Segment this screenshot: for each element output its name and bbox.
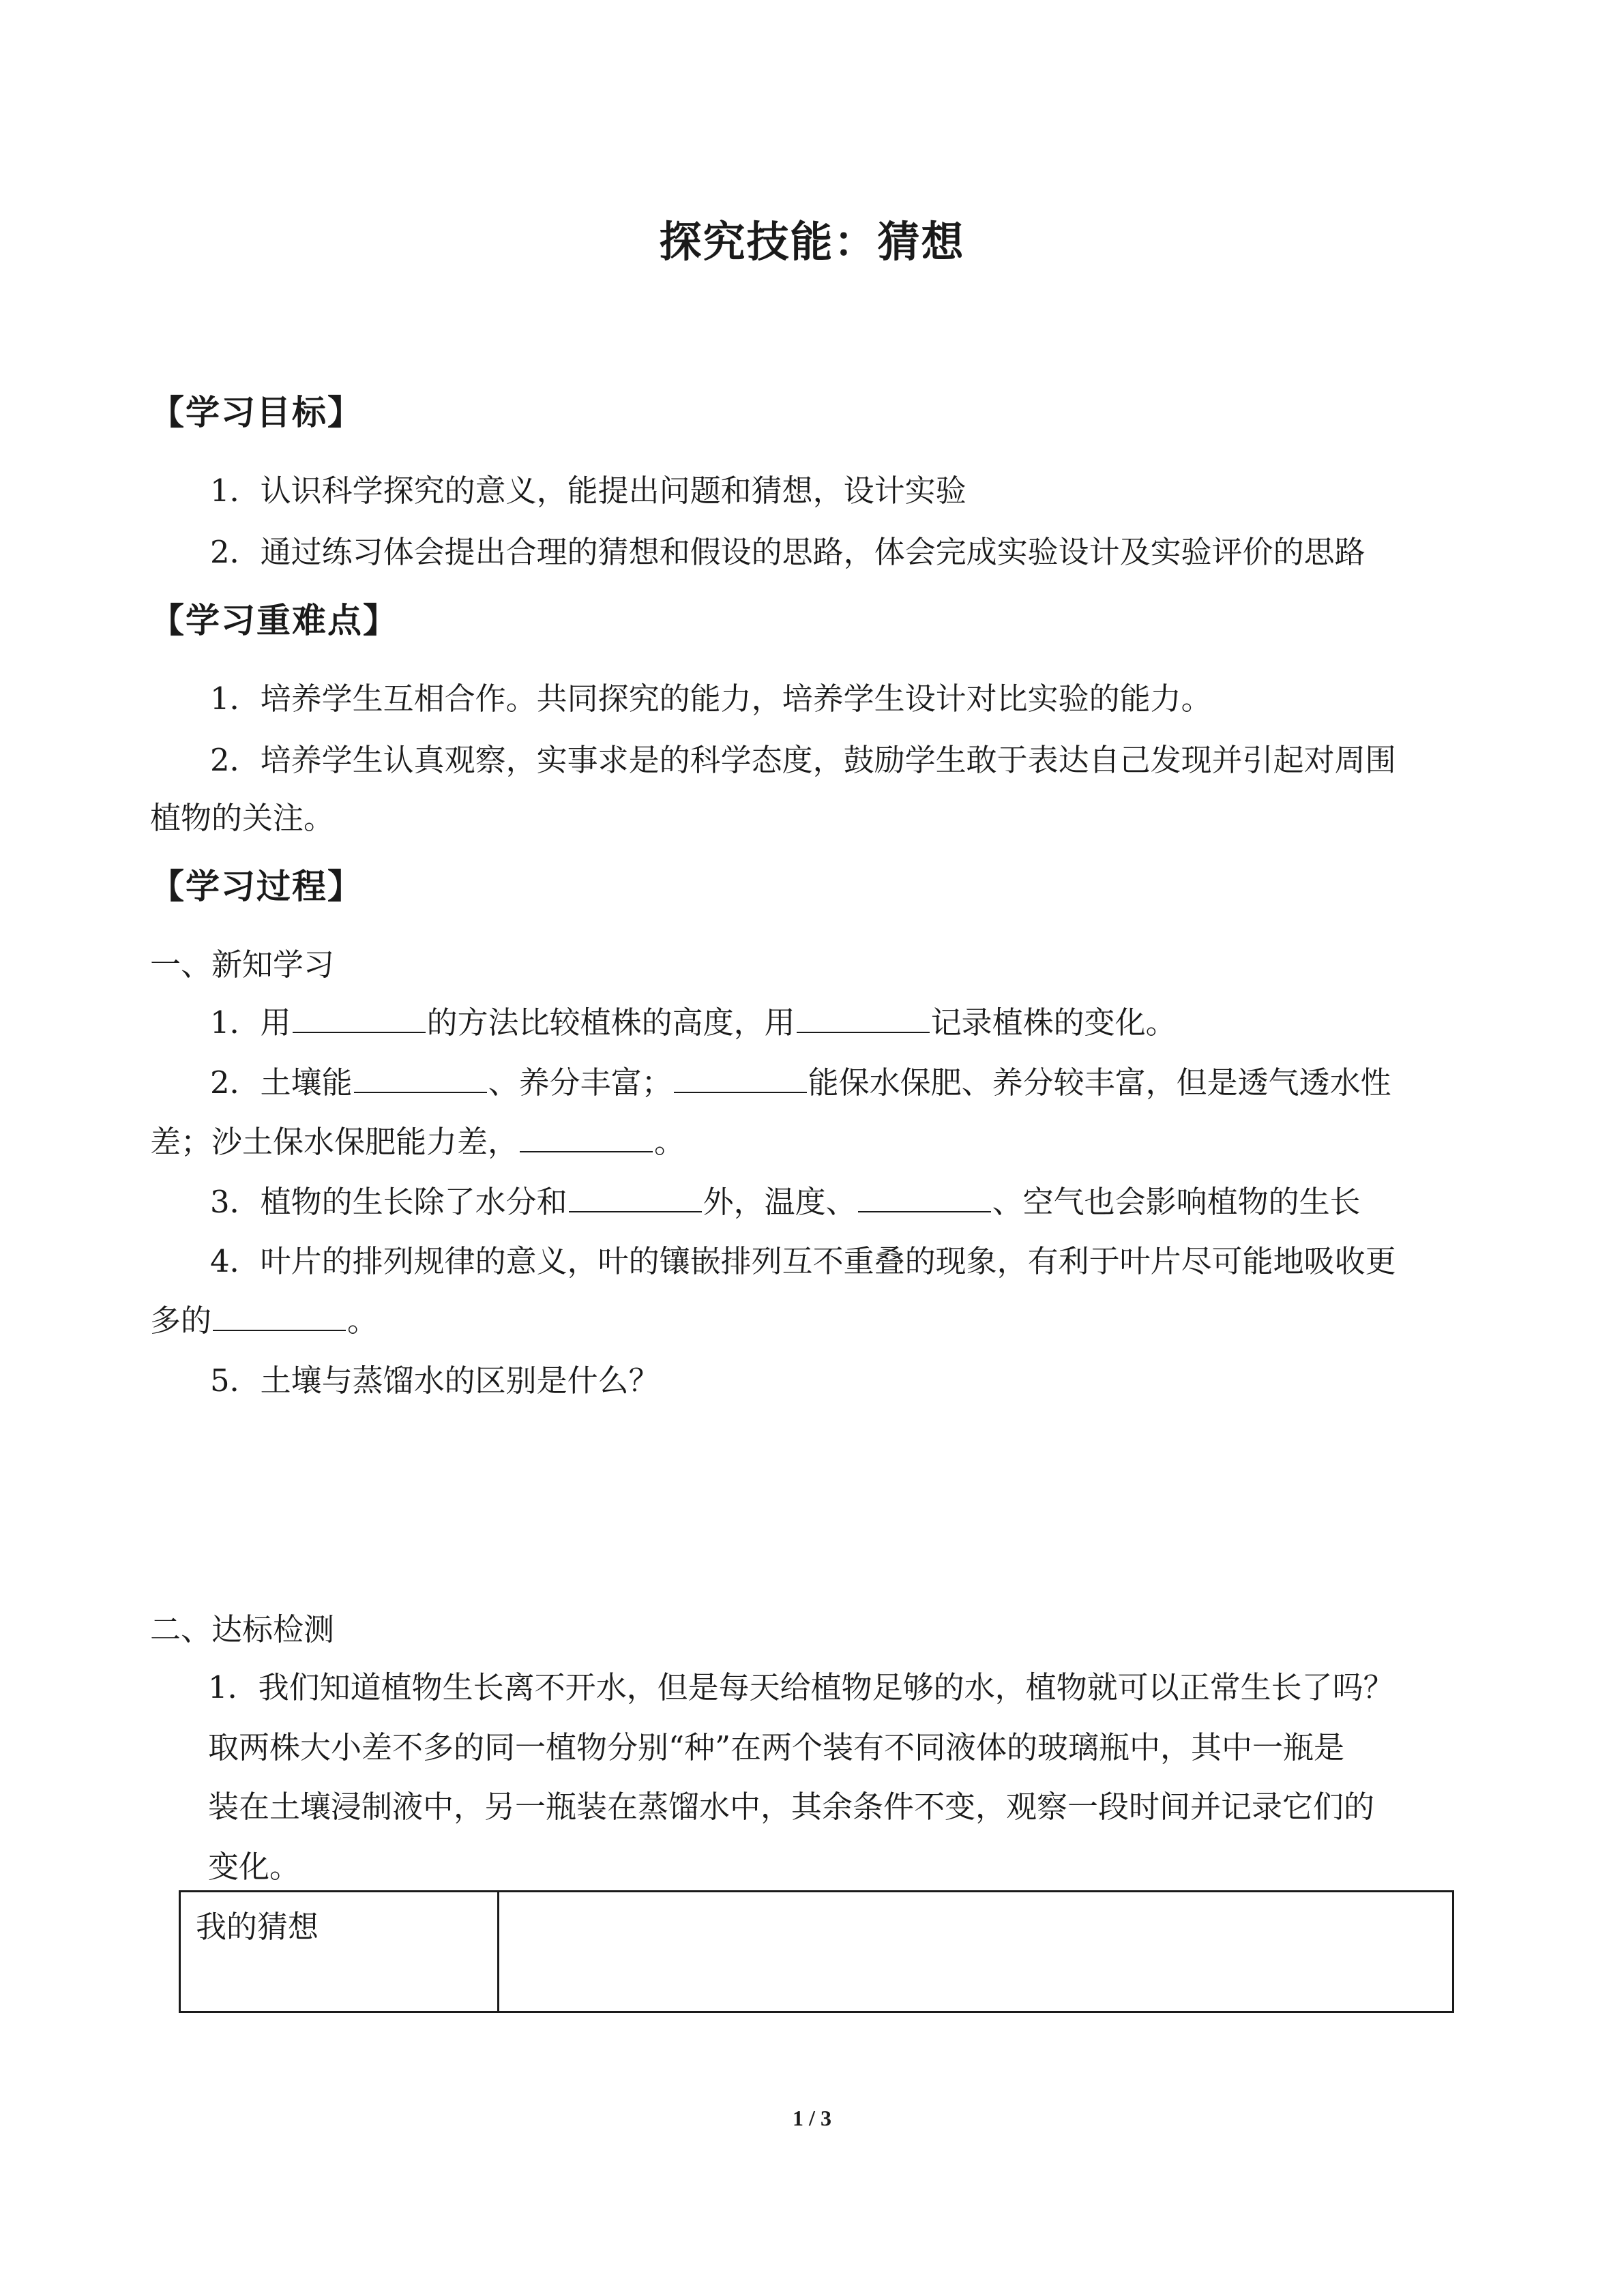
question-3: 3．植物的生长除了水分和 外，温度、 、空气也会影响植物的生长	[210, 1184, 1361, 1220]
guess-label-cell: 我的猜想	[180, 1892, 499, 2012]
question-4-line-2: 多的 。	[150, 1302, 379, 1339]
key-point-1: 1．培养学生互相合作。共同探究的能力，培养学生设计对比实验的能力。	[210, 681, 1212, 717]
goal-item-2: 2．通过练习体会提出合理的猜想和假设的思路，体会完成实验设计及实验评价的思路	[210, 534, 1365, 570]
question-1: 1．用 的方法比较植株的高度，用 记录植株的变化。	[210, 1004, 1177, 1041]
fill-blank[interactable]	[293, 1004, 426, 1033]
guess-table	[179, 1890, 1454, 2013]
key-point-2-line-2: 植物的关注。	[150, 800, 335, 836]
part-1-title: 一、新知学习	[150, 946, 335, 983]
fill-blank[interactable]	[858, 1184, 991, 1212]
question-5: 5．土壤与蒸馏水的区别是什么？	[210, 1362, 660, 1399]
page-title: 探究技能：猜想	[659, 217, 965, 267]
question-2-line-1: 2．土壤能 、养分丰富； 能保水保肥、养分较丰富，但是透气透水性	[210, 1064, 1391, 1101]
test-1-line-2: 取两株大小差不多的同一植物分别“种”在两个装有不同液体的玻璃瓶中，其中一瓶是	[208, 1729, 1345, 1765]
section-heading-key-points: 【学习重难点】	[150, 601, 398, 640]
section-heading-process: 【学习过程】	[150, 867, 363, 906]
question-4-line-1: 4．叶片的排列规律的意义，叶的镶嵌排列互不重叠的现象，有利于叶片尽可能地吸收更	[210, 1243, 1396, 1279]
fill-blank[interactable]	[569, 1184, 702, 1212]
test-1-line-3: 装在土壤浸制液中，另一瓶装在蒸馏水中，其余条件不变，观察一段时间并记录它们的	[208, 1789, 1375, 1825]
fill-blank[interactable]	[674, 1064, 807, 1093]
question-2-line-2: 差；沙土保水保肥能力差， 。	[150, 1124, 685, 1160]
table-row	[180, 1892, 1453, 2012]
fill-blank[interactable]	[354, 1064, 487, 1093]
fill-blank[interactable]	[213, 1302, 346, 1331]
test-1-line-4: 变化。	[208, 1849, 301, 1885]
test-1-line-1: 1．我们知道植物生长离不开水，但是每天给植物足够的水，植物就可以正常生长了吗？	[208, 1669, 1394, 1705]
section-heading-goals: 【学习目标】	[150, 393, 363, 432]
part-2-title: 二、达标检测	[150, 1611, 335, 1648]
goal-item-1: 1．认识科学探究的意义，能提出问题和猜想，设计实验	[210, 473, 966, 509]
fill-blank[interactable]	[797, 1004, 930, 1033]
guess-answer-cell[interactable]	[499, 1892, 1453, 2012]
key-point-2-line-1: 2．培养学生认真观察，实事求是的科学态度，鼓励学生敢于表达自己发现并引起对周围	[210, 742, 1396, 778]
page-number: 1 / 3	[793, 2106, 831, 2130]
fill-blank[interactable]	[520, 1124, 653, 1152]
